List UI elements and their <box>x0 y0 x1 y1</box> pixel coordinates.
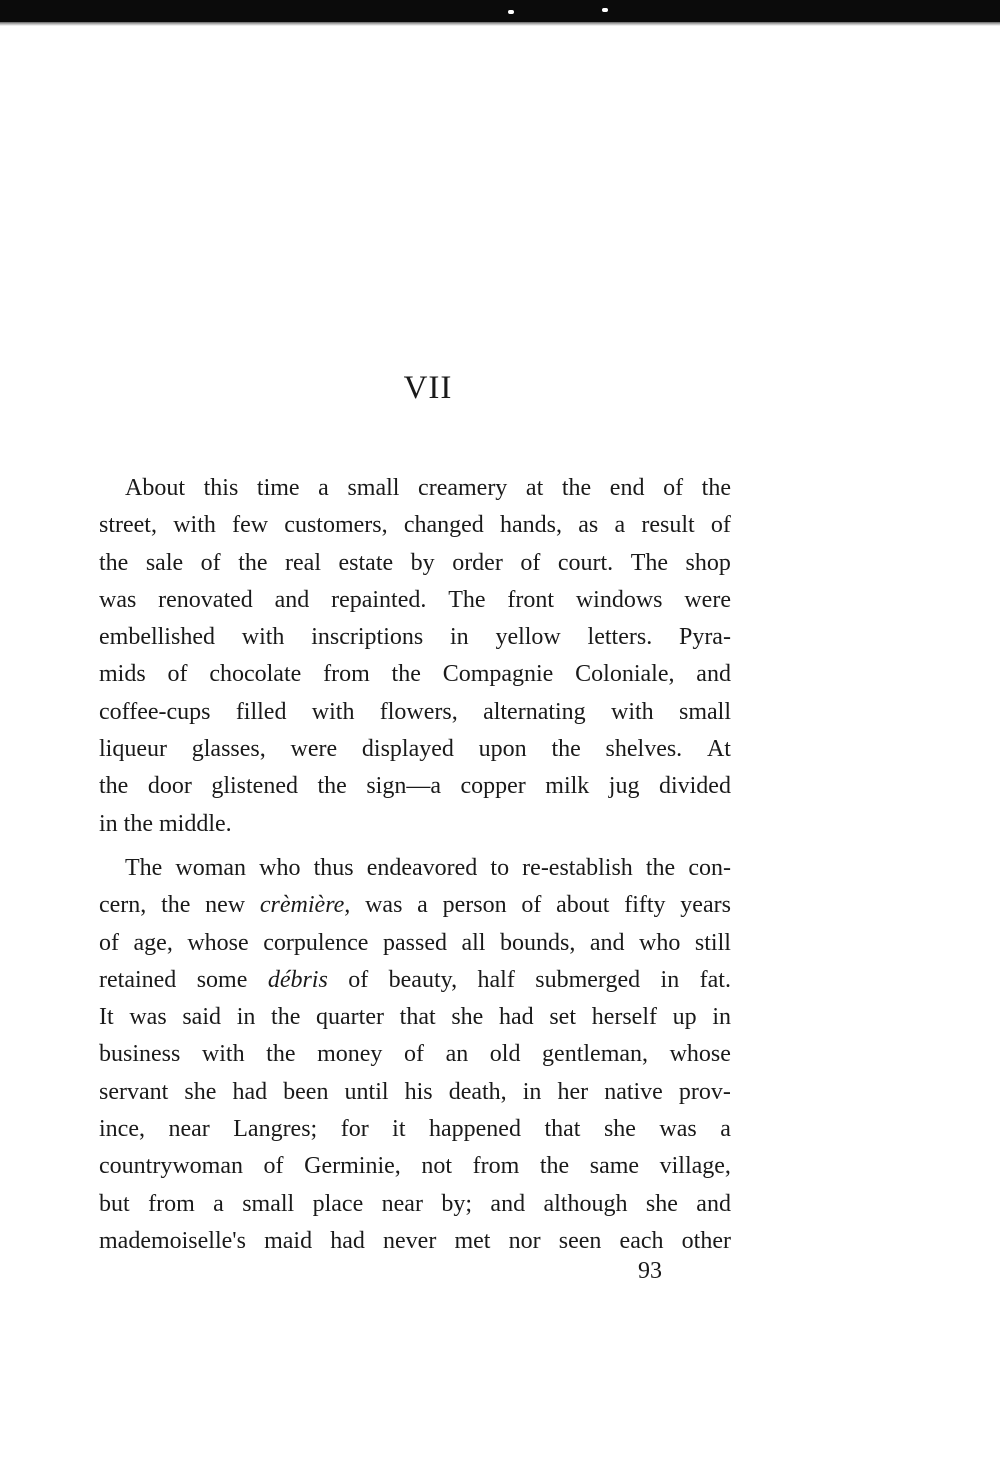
text-line <box>99 1111 731 1148</box>
word: passed <box>382 929 447 956</box>
word: retained <box>99 966 177 993</box>
word: in <box>712 1004 731 1031</box>
word: of <box>521 892 542 919</box>
word: Langres; <box>233 1116 318 1143</box>
text-line <box>99 545 731 582</box>
word: some <box>196 966 248 993</box>
word: death, <box>448 1078 507 1105</box>
word: were <box>684 586 731 613</box>
word: in <box>660 966 680 993</box>
word: that <box>399 1004 436 1031</box>
word: fat. <box>699 966 731 993</box>
word: shelves. <box>605 736 683 763</box>
word: and <box>696 661 731 688</box>
scan-edge-fray <box>0 20 1000 26</box>
word: to <box>490 854 510 881</box>
word: in <box>522 1078 542 1105</box>
word: divided <box>658 773 731 800</box>
word: customers, <box>284 512 388 539</box>
word: woman <box>175 854 247 881</box>
word: seen <box>558 1227 602 1254</box>
word: place <box>312 1190 364 1217</box>
word: door <box>147 773 192 800</box>
word: of <box>403 1041 424 1068</box>
word: in <box>449 624 469 651</box>
word: jug <box>608 773 640 800</box>
word: prov- <box>678 1078 731 1105</box>
word: with <box>201 1041 245 1068</box>
word: at <box>525 475 544 501</box>
word: same <box>589 1153 640 1180</box>
word: cern, <box>99 892 147 919</box>
word: of <box>167 661 188 688</box>
text-line <box>99 507 731 544</box>
word: she <box>603 1116 636 1143</box>
text-line <box>99 850 731 887</box>
word: with <box>241 624 285 651</box>
word: Pyra- <box>678 624 731 651</box>
word: money <box>317 1041 383 1068</box>
word: with <box>311 698 355 725</box>
chapter-heading: VII <box>403 370 453 406</box>
word: of <box>263 1153 284 1180</box>
word: thus <box>313 854 354 881</box>
word: small <box>678 698 731 725</box>
word: maid <box>264 1227 313 1254</box>
word: result <box>641 512 695 539</box>
word: but <box>99 1190 130 1217</box>
word: years <box>680 892 731 919</box>
scan-speck <box>602 8 608 12</box>
word: was <box>99 586 137 613</box>
word: near <box>168 1116 210 1143</box>
word: the <box>238 549 268 576</box>
word: letters. <box>587 624 653 651</box>
word: native <box>604 1078 663 1105</box>
word: said <box>182 1004 222 1031</box>
word: time <box>256 475 300 501</box>
word: submerged <box>535 966 641 993</box>
word: corpulence <box>263 929 369 956</box>
word: near <box>381 1190 423 1217</box>
word: village, <box>659 1153 731 1180</box>
word: con- <box>688 854 731 881</box>
word: glasses, <box>191 736 266 763</box>
word: other <box>681 1227 731 1254</box>
text-line <box>99 731 731 768</box>
word: new <box>205 892 246 919</box>
word: from <box>323 661 370 688</box>
word: Germinie, <box>304 1153 401 1180</box>
word: a <box>417 892 428 919</box>
word: age, <box>133 929 173 956</box>
word: About <box>125 475 185 501</box>
word: end <box>609 475 645 501</box>
word: never <box>383 1227 437 1254</box>
word: upon <box>478 736 527 763</box>
word: yellow <box>495 624 561 651</box>
word: The <box>448 586 486 613</box>
word: as <box>578 512 599 539</box>
text-line <box>99 1186 731 1223</box>
word: had <box>232 1078 268 1105</box>
word: Compagnie <box>442 661 554 688</box>
word: alternating <box>483 698 586 725</box>
word: renovated <box>158 586 253 613</box>
word: from <box>472 1153 520 1180</box>
word: repainted. <box>331 586 427 613</box>
text-line <box>99 582 731 619</box>
word: creamery <box>418 475 508 501</box>
word: this <box>203 475 239 501</box>
word: her <box>557 1078 589 1105</box>
word: who <box>259 854 301 881</box>
text-line <box>99 1074 731 1111</box>
word: was <box>129 1004 167 1031</box>
word: street, <box>99 512 157 539</box>
word: Coloniale, <box>575 661 675 688</box>
word: a <box>720 1116 731 1143</box>
italic-word: débris <box>267 966 328 993</box>
word: displayed <box>361 736 454 763</box>
text-line <box>99 656 731 693</box>
word: up <box>672 1004 697 1031</box>
italic-word: crèmière, <box>259 892 351 919</box>
word: the <box>551 736 581 763</box>
word: not <box>421 1153 453 1180</box>
word: of <box>200 549 221 576</box>
word: by <box>410 549 435 576</box>
word: happened <box>429 1116 521 1143</box>
word: mids <box>99 661 146 688</box>
word: a <box>213 1190 224 1217</box>
word: the <box>645 854 676 881</box>
word: of <box>710 512 731 539</box>
word: ince, <box>99 1116 145 1143</box>
word: she <box>451 1004 484 1031</box>
word: windows <box>575 586 663 613</box>
word: had <box>330 1227 365 1254</box>
word: of <box>99 929 119 956</box>
word: few <box>232 512 269 539</box>
text-line <box>99 806 731 843</box>
word: whose <box>669 1041 731 1068</box>
word: fifty <box>624 892 666 919</box>
word: it <box>392 1116 406 1143</box>
word: were <box>290 736 338 763</box>
word: quarter <box>316 1004 384 1031</box>
word: until <box>344 1078 389 1105</box>
word: servant <box>99 1078 169 1105</box>
word: his <box>404 1078 433 1105</box>
word: and <box>696 1190 731 1217</box>
word: glistened <box>211 773 298 800</box>
word: in <box>99 810 124 837</box>
word: she <box>645 1190 678 1217</box>
word: business <box>99 1041 181 1068</box>
body-text <box>99 470 731 1260</box>
word: each <box>619 1227 664 1254</box>
page-number: 93 <box>638 1258 662 1284</box>
word: the <box>317 773 347 800</box>
word: was <box>659 1116 697 1143</box>
word: who <box>639 929 681 956</box>
word: the <box>123 810 159 837</box>
word: sign—a <box>366 773 441 800</box>
word: hands, <box>500 512 563 539</box>
word: small <box>242 1190 295 1217</box>
text-line <box>99 619 731 656</box>
word: liqueur <box>99 736 167 763</box>
word: the <box>99 549 129 576</box>
scan-top-edge <box>0 0 1000 22</box>
word: with <box>611 698 654 725</box>
word: milk <box>545 773 590 800</box>
word: coffee-cups <box>99 698 211 725</box>
word: the <box>271 1004 301 1031</box>
word: copper <box>460 773 526 800</box>
word: from <box>148 1190 195 1217</box>
word: small <box>347 475 400 501</box>
word: The <box>125 854 163 881</box>
word: inscriptions <box>311 624 424 651</box>
word: endeavored <box>366 854 478 881</box>
word: changed <box>403 512 484 539</box>
word: with <box>173 512 216 539</box>
word: middle. <box>159 810 232 837</box>
word: court. <box>557 549 614 576</box>
word: At <box>706 736 731 763</box>
word: bounds, <box>500 929 576 956</box>
word: the <box>99 773 129 800</box>
word: she <box>184 1078 217 1105</box>
word: shop <box>685 549 731 576</box>
word: about <box>556 892 610 919</box>
word: embellished <box>99 624 215 651</box>
word: although <box>543 1190 628 1217</box>
word: sale <box>145 549 184 576</box>
word: and <box>274 586 310 613</box>
word: by; <box>441 1190 473 1217</box>
word: flowers, <box>379 698 458 725</box>
word: It <box>99 1004 114 1031</box>
word: a <box>318 475 329 501</box>
word: the <box>266 1041 296 1068</box>
text-line <box>99 999 731 1036</box>
word: gentleman, <box>542 1041 649 1068</box>
word: of <box>348 966 369 993</box>
word: and <box>589 929 625 956</box>
word: a <box>614 512 626 539</box>
word: real <box>285 549 321 576</box>
word: the <box>391 661 421 688</box>
text-line <box>99 768 731 805</box>
word: person <box>442 892 507 919</box>
word: old <box>489 1041 521 1068</box>
word: The <box>630 549 668 576</box>
word: herself <box>591 1004 657 1031</box>
word: been <box>283 1078 329 1105</box>
text-line <box>99 962 731 999</box>
word: met <box>454 1227 491 1254</box>
word: the <box>161 892 191 919</box>
word: that <box>544 1116 581 1143</box>
word: nor <box>508 1227 541 1254</box>
word: for <box>340 1116 369 1143</box>
text-line <box>99 1036 731 1073</box>
word: beauty, <box>388 966 458 993</box>
word: and <box>490 1190 526 1217</box>
word: in <box>236 1004 256 1031</box>
word: re-establish <box>522 854 633 881</box>
word: estate <box>338 549 394 576</box>
text-line <box>99 694 731 731</box>
word: chocolate <box>209 661 302 688</box>
word: had <box>499 1004 534 1031</box>
word: the <box>539 1153 570 1180</box>
text-line <box>99 470 731 507</box>
word: still <box>694 929 731 956</box>
word: whose <box>187 929 249 956</box>
text-line <box>99 1148 731 1185</box>
text-line <box>99 1223 731 1260</box>
word: was <box>365 892 403 919</box>
word: half <box>477 966 515 993</box>
word: the <box>701 475 731 501</box>
text-line <box>99 887 731 924</box>
word: filled <box>235 698 287 725</box>
word: mademoiselle's <box>99 1227 246 1254</box>
word: an <box>445 1041 469 1068</box>
word: of <box>520 549 541 576</box>
word: set <box>549 1004 577 1031</box>
text-line <box>99 925 731 962</box>
word: countrywoman <box>99 1153 243 1180</box>
word: of <box>663 475 684 501</box>
scan-speck <box>508 10 514 14</box>
word: all <box>461 929 486 956</box>
word: order <box>452 549 503 576</box>
word: front <box>507 586 555 613</box>
word: the <box>561 475 592 501</box>
